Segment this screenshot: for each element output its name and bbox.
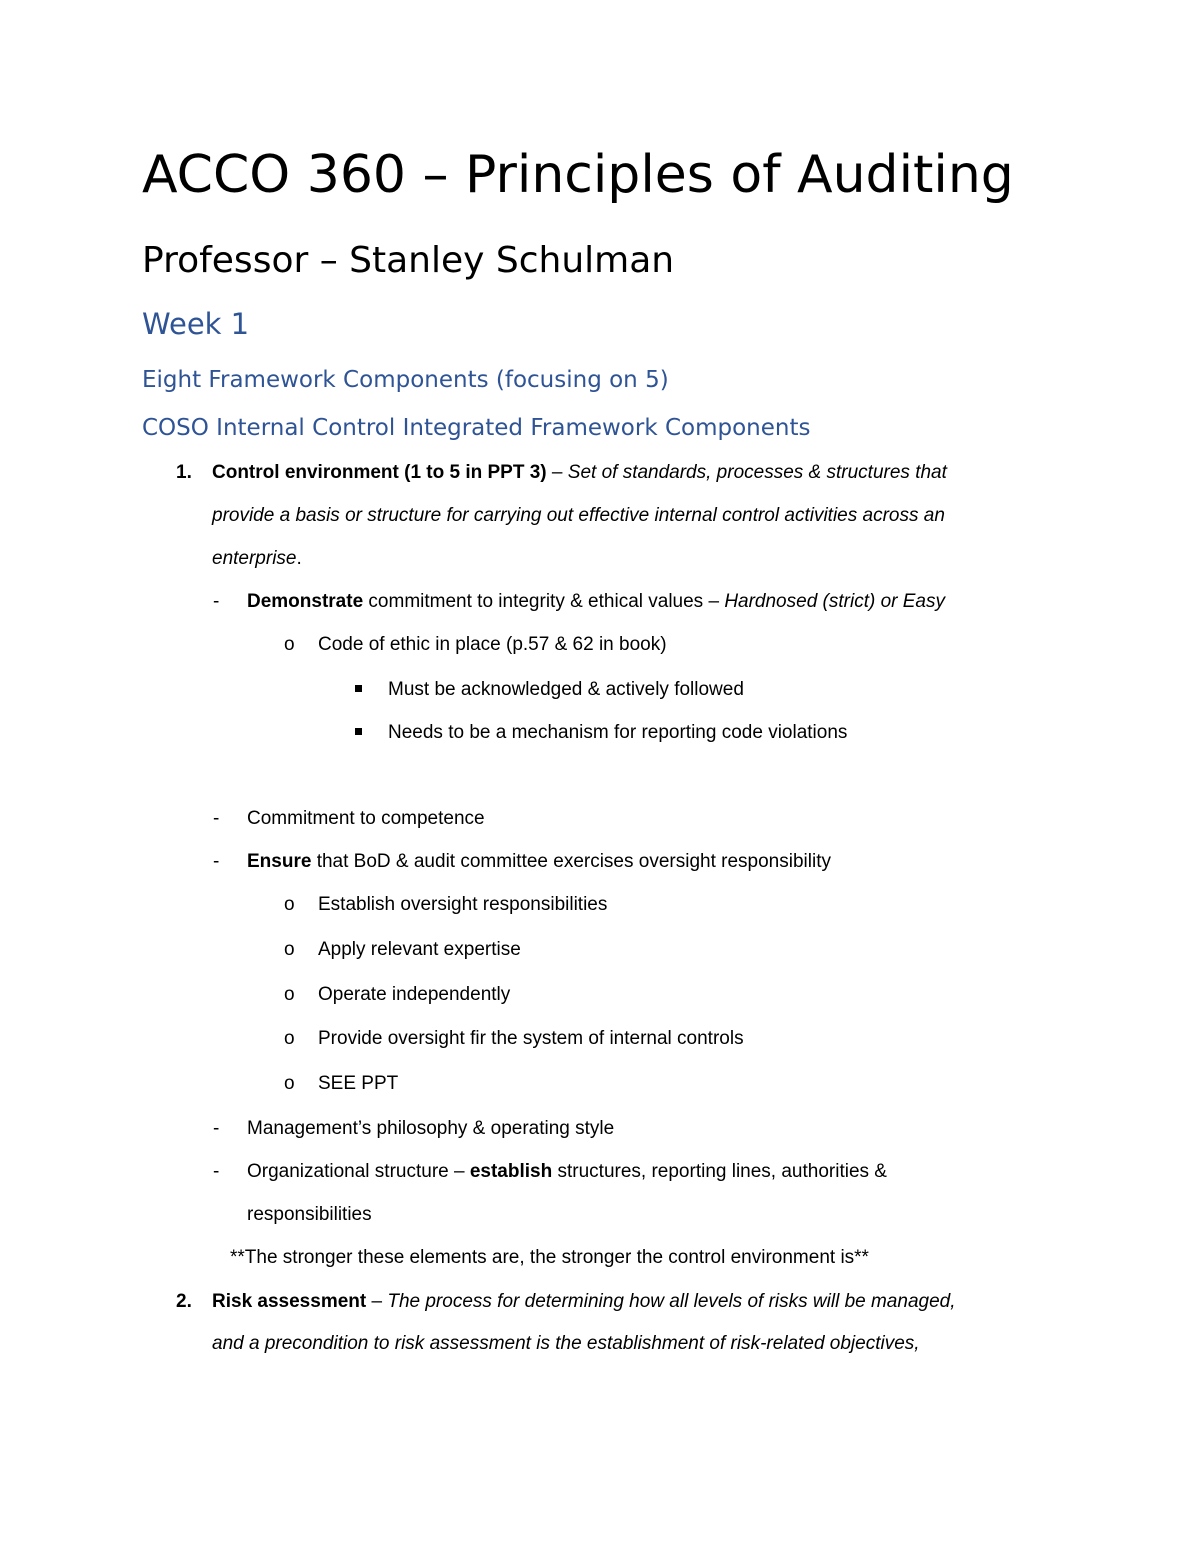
sub3-circle-item-3: Operate independently (318, 984, 511, 1005)
item2-label: Risk assessment (212, 1291, 367, 1312)
sub3-circle-item-1: Establish oversight responsibilities (318, 894, 608, 915)
coso-heading: COSO Internal Control Integrated Framework Components (142, 415, 811, 441)
sub1-square-item-1: Must be acknowledged & actively followed (388, 679, 744, 700)
list-number-2: 2. (176, 1291, 192, 1312)
item1-line3 (212, 546, 302, 572)
sub1-square-item-2: Needs to be a mechanism for reporting code violations (388, 722, 848, 743)
sub3-bold: Ensure (247, 851, 312, 872)
sub1-bold: Demonstrate (247, 591, 364, 612)
item2-line2 (212, 1331, 920, 1357)
dash-bullet: - (213, 851, 220, 872)
circle-bullet: o (284, 939, 295, 960)
item1-desc-3: enterprise (212, 548, 297, 569)
square-bullet (355, 685, 362, 692)
sub5-bold: establish (469, 1161, 553, 1182)
dash-bullet: - (213, 1161, 220, 1182)
item1-desc-end: . (296, 548, 302, 569)
week-heading: Week 1 (142, 307, 250, 341)
item1-line1 (212, 460, 947, 486)
dash-bullet: - (213, 1118, 220, 1139)
circle-bullet: o (284, 984, 295, 1005)
list-number-1: 1. (176, 462, 192, 483)
document-title: ACCO 360 – Principles of Auditing (142, 145, 1014, 205)
item1-desc-1: Set of standards, processes & structures that (567, 462, 947, 483)
item2-line1 (212, 1289, 956, 1315)
sub5-line2: responsibilities (247, 1204, 372, 1225)
item2-desc-1: The process for determining how all levels of risks will be managed, (387, 1291, 956, 1312)
sub1-italic: Hardnosed (strict) or Easy (724, 591, 945, 612)
circle-bullet: o (284, 1073, 295, 1094)
sub3-circle-item-4: Provide oversight fir the system of internal controls (318, 1028, 744, 1049)
sub1-text: commitment to integrity & ethical values – (363, 591, 725, 612)
sub5-line (247, 1159, 887, 1185)
dash-bullet: - (213, 591, 220, 612)
item2-sep: – (366, 1291, 388, 1312)
item1-note: **The stronger these elements are, the stronger the control environment is** (230, 1247, 869, 1268)
sub1-line (247, 589, 945, 615)
sub1-circle-item: Code of ethic in place (p.57 & 62 in book) (318, 634, 667, 655)
sub3-circle-item-5: SEE PPT (318, 1073, 399, 1094)
circle-bullet: o (284, 634, 295, 655)
item1-sep: – (546, 462, 568, 483)
dash-bullet: - (213, 808, 220, 829)
circle-bullet: o (284, 1028, 295, 1049)
item1-line2 (212, 503, 945, 529)
item1-desc-2: provide a basis or structure for carrying out effective internal control activities across an (212, 505, 945, 526)
sub3-text: that BoD & audit committee exercises oversight responsibility (311, 851, 831, 872)
sub5-text: Organizational structure – (247, 1161, 470, 1182)
sub3-line (247, 849, 831, 875)
item2-desc-2: and a precondition to risk assessment is the establishment of risk-related objectives, (212, 1333, 920, 1354)
square-bullet (355, 728, 362, 735)
components-heading: Eight Framework Components (focusing on 5) (142, 367, 669, 393)
item1-label: Control environment (1 to 5 in PPT 3) (212, 462, 547, 483)
sub2-line: Commitment to competence (247, 808, 485, 829)
sub5-text2: structures, reporting lines, authorities & (552, 1161, 887, 1182)
professor-line: Professor – Stanley Schulman (142, 240, 675, 281)
circle-bullet: o (284, 894, 295, 915)
sub4-line: Management’s philosophy & operating style (247, 1118, 615, 1139)
sub3-circle-item-2: Apply relevant expertise (318, 939, 521, 960)
